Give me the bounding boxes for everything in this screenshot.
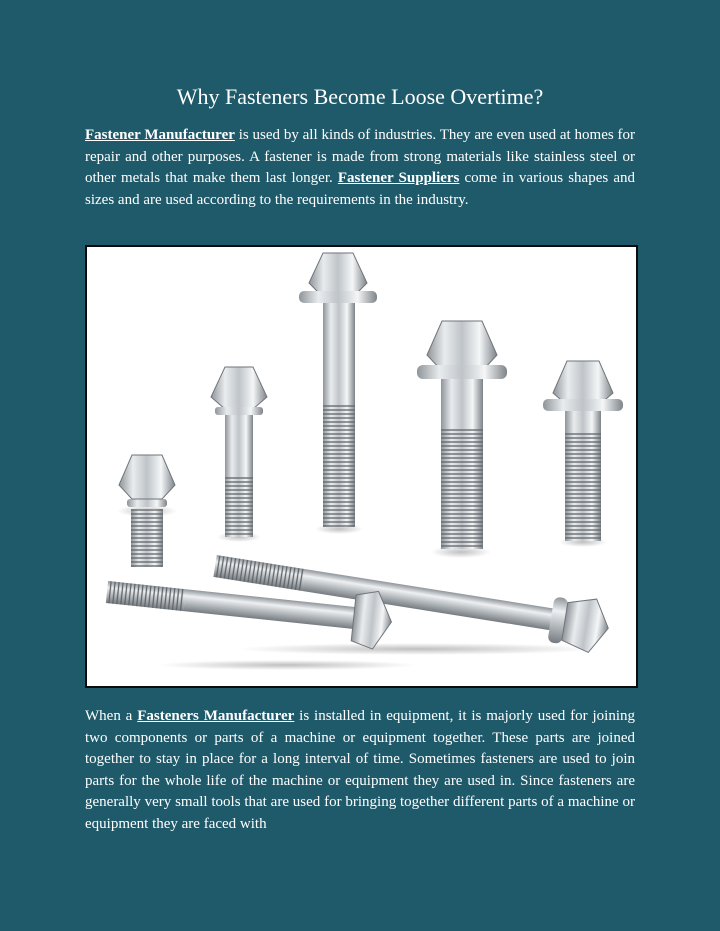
second-text-1: is installed in equipment, it is majorly used for joining two components or parts of a machine or equipment together. These parts are joined together to stay in place for a long interval of time. Sometimes fasteners are used to join parts for the whole life of the machine or equipment they are used in. Since fasteners are generally very small tools that are used for bringing together different parts of a machine or equipment they are faced with bbox=[85, 708, 636, 832]
fastener-manufacturer-link[interactable]: Fastener Manufacturer bbox=[85, 127, 235, 143]
intro-paragraph bbox=[85, 125, 635, 211]
second-text-0: When a bbox=[85, 708, 138, 724]
intro-text-2: come in various shapes and sizes and are used according to the requirements in the industry. bbox=[85, 170, 635, 208]
intro-text-1: is used by all kinds of industries. They are even used at homes for repair and other purposes. A fastener is made from strong materials like stainless steel or other metals that make them last longer. bbox=[85, 127, 635, 186]
bolts-illustration bbox=[87, 247, 636, 686]
fastener-suppliers-link[interactable]: Fastener Suppliers bbox=[337, 170, 460, 186]
second-paragraph bbox=[85, 706, 635, 835]
fasteners-manufacturer-link[interactable]: Fasteners Manufacturer bbox=[137, 708, 295, 724]
page-title: Why Fasteners Become Loose Overtime? bbox=[176, 84, 544, 109]
fasteners-photo bbox=[85, 245, 638, 688]
